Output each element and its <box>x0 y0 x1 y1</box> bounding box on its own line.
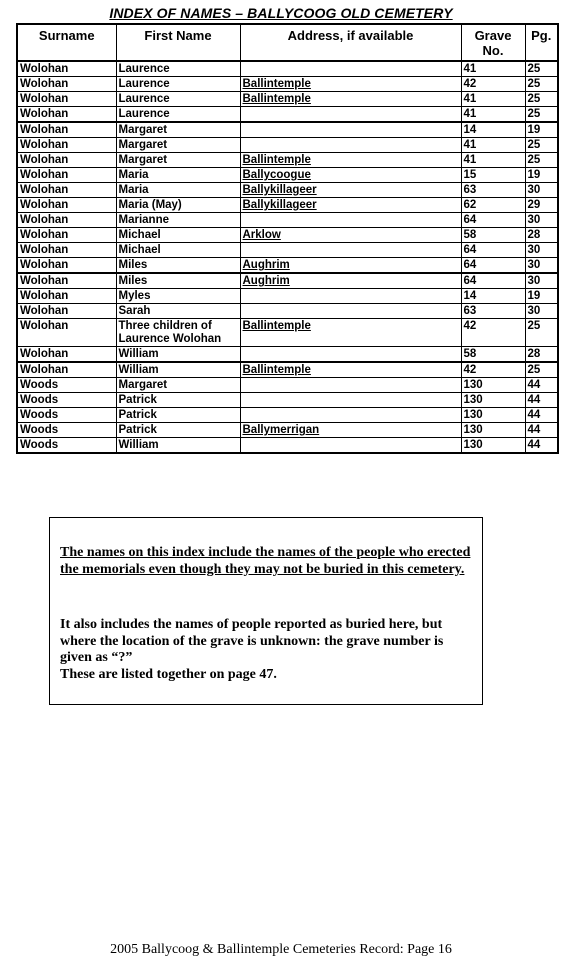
address-cell <box>240 243 461 258</box>
page-cell: 44 <box>525 423 558 438</box>
first-name-cell: Patrick <box>116 393 240 408</box>
grave-no-cell: 130 <box>461 393 525 408</box>
table-row <box>17 213 558 228</box>
address-cell: Ballintemple <box>240 362 461 378</box>
surname-cell: Wolohan <box>17 61 116 77</box>
page-footer: 2005 Ballycoog & Ballintemple Cemeteries Record: Page 16 <box>110 942 452 957</box>
table-row <box>17 61 558 77</box>
surname-cell: Wolohan <box>17 153 116 168</box>
surname-cell: Wolohan <box>17 243 116 258</box>
col-header-address: Address, if available <box>240 24 461 61</box>
col-header-grave-no: Grave No. <box>461 24 525 61</box>
grave-no-cell: 62 <box>461 198 525 213</box>
note-box <box>49 517 483 705</box>
surname-cell: Wolohan <box>17 168 116 183</box>
first-name-cell: Myles <box>116 289 240 304</box>
page-cell: 30 <box>525 258 558 274</box>
address-cell <box>240 138 461 153</box>
first-name-cell: Laurence <box>116 92 240 107</box>
table-row <box>17 423 558 438</box>
address-cell: Ballintemple <box>240 92 461 107</box>
surname-cell: Wolohan <box>17 304 116 319</box>
first-name-cell: Marianne <box>116 213 240 228</box>
table-row <box>17 77 558 92</box>
page-cell: 30 <box>525 304 558 319</box>
address-cell <box>240 393 461 408</box>
page-cell: 30 <box>525 273 558 289</box>
surname-cell: Wolohan <box>17 122 116 138</box>
page-cell: 25 <box>525 77 558 92</box>
grave-no-cell: 42 <box>461 319 525 347</box>
first-name-cell: Laurence <box>116 61 240 77</box>
surname-cell: Wolohan <box>17 138 116 153</box>
first-name-cell: Margaret <box>116 122 240 138</box>
address-cell: Ballintemple <box>240 77 461 92</box>
first-name-cell: Margaret <box>116 378 240 393</box>
surname-cell: Woods <box>17 408 116 423</box>
first-name-cell: William <box>116 438 240 454</box>
table-row <box>17 107 558 123</box>
first-name-cell: Maria (May) <box>116 198 240 213</box>
table-row <box>17 258 558 274</box>
table-row <box>17 122 558 138</box>
grave-no-cell: 41 <box>461 92 525 107</box>
first-name-cell: Margaret <box>116 138 240 153</box>
page-cell: 28 <box>525 228 558 243</box>
table-row <box>17 228 558 243</box>
page-cell: 25 <box>525 362 558 378</box>
address-cell <box>240 122 461 138</box>
grave-no-cell: 64 <box>461 273 525 289</box>
table-row <box>17 273 558 289</box>
table-row <box>17 362 558 378</box>
table-row <box>17 168 558 183</box>
surname-cell: Wolohan <box>17 347 116 363</box>
table-body <box>17 61 558 453</box>
address-cell: Ballycoogue <box>240 168 461 183</box>
address-cell: Arklow <box>240 228 461 243</box>
surname-cell: Wolohan <box>17 198 116 213</box>
first-name-cell: Sarah <box>116 304 240 319</box>
address-cell: Ballykillageer <box>240 198 461 213</box>
address-cell: Ballintemple <box>240 319 461 347</box>
note-paragraph-2-text: It also includes the names of people reported as buried here, but where the location of the grave is unknown: the grave number is given as “?” <box>60 617 444 665</box>
page-cell: 25 <box>525 92 558 107</box>
surname-cell: Wolohan <box>17 362 116 378</box>
surname-cell: Wolohan <box>17 107 116 123</box>
col-header-page: Pg. <box>525 24 558 61</box>
table-row <box>17 138 558 153</box>
first-name-cell: Laurence <box>116 77 240 92</box>
grave-no-cell: 41 <box>461 153 525 168</box>
page-cell: 25 <box>525 138 558 153</box>
col-header-first-name: First Name <box>116 24 240 61</box>
surname-cell: Woods <box>17 423 116 438</box>
first-name-cell: Margaret <box>116 153 240 168</box>
page-cell: 44 <box>525 438 558 454</box>
surname-cell: Woods <box>17 378 116 393</box>
page-cell: 44 <box>525 378 558 393</box>
table-header-row <box>17 24 558 61</box>
grave-no-cell: 130 <box>461 438 525 454</box>
first-name-cell: Patrick <box>116 423 240 438</box>
first-name-cell: Maria <box>116 183 240 198</box>
page-cell: 19 <box>525 122 558 138</box>
first-name-cell: William <box>116 362 240 378</box>
grave-no-cell: 63 <box>461 304 525 319</box>
page-cell: 25 <box>525 153 558 168</box>
surname-cell: Woods <box>17 393 116 408</box>
table-row <box>17 347 558 363</box>
grave-no-cell: 64 <box>461 243 525 258</box>
address-cell <box>240 408 461 423</box>
address-cell: Aughrim <box>240 273 461 289</box>
surname-cell: Wolohan <box>17 319 116 347</box>
first-name-cell: Michael <box>116 228 240 243</box>
grave-no-cell: 15 <box>461 168 525 183</box>
grave-no-cell: 130 <box>461 423 525 438</box>
table-row <box>17 319 558 347</box>
table-row <box>17 183 558 198</box>
table-row <box>17 243 558 258</box>
page-cell: 25 <box>525 319 558 347</box>
table-row <box>17 289 558 304</box>
first-name-cell: William <box>116 347 240 363</box>
grave-no-cell: 58 <box>461 228 525 243</box>
page-cell: 19 <box>525 289 558 304</box>
surname-cell: Wolohan <box>17 213 116 228</box>
address-cell: Aughrim <box>240 258 461 274</box>
page-cell: 25 <box>525 61 558 77</box>
first-name-cell: Miles <box>116 258 240 274</box>
grave-no-cell: 130 <box>461 408 525 423</box>
address-cell <box>240 378 461 393</box>
page-cell: 19 <box>525 168 558 183</box>
grave-no-cell: 42 <box>461 77 525 92</box>
page-title: INDEX OF NAMES – BALLYCOOG OLD CEMETERY <box>109 5 453 21</box>
col-header-surname: Surname <box>17 24 116 61</box>
address-cell <box>240 107 461 123</box>
table-row <box>17 393 558 408</box>
address-cell <box>240 213 461 228</box>
first-name-cell: Patrick <box>116 408 240 423</box>
surname-cell: Wolohan <box>17 273 116 289</box>
page-cell: 30 <box>525 183 558 198</box>
first-name-cell: Maria <box>116 168 240 183</box>
table-row <box>17 92 558 107</box>
first-name-cell: Laurence <box>116 107 240 123</box>
address-cell <box>240 61 461 77</box>
address-cell: Ballintemple <box>240 153 461 168</box>
surname-cell: Wolohan <box>17 228 116 243</box>
grave-no-cell: 14 <box>461 289 525 304</box>
grave-no-cell: 63 <box>461 183 525 198</box>
note-paragraph-1: The names on this index include the names of the people who erected the memorials even though they may not be buried in this cemetery. <box>60 545 471 577</box>
page-cell: 25 <box>525 107 558 123</box>
table-row <box>17 198 558 213</box>
page-cell: 30 <box>525 243 558 258</box>
table-row <box>17 153 558 168</box>
first-name-cell: Michael <box>116 243 240 258</box>
note-paragraph-2 <box>60 617 474 683</box>
surname-cell: Wolohan <box>17 258 116 274</box>
note-paragraph-3-text: These are listed together on page 47. <box>60 666 277 682</box>
surname-cell: Wolohan <box>17 92 116 107</box>
page-cell: 44 <box>525 408 558 423</box>
address-cell <box>240 304 461 319</box>
first-name-cell: Miles <box>116 273 240 289</box>
address-cell <box>240 438 461 454</box>
grave-no-cell: 64 <box>461 258 525 274</box>
grave-no-cell: 41 <box>461 138 525 153</box>
grave-no-cell: 64 <box>461 213 525 228</box>
page-cell: 44 <box>525 393 558 408</box>
address-cell <box>240 347 461 363</box>
table-row <box>17 378 558 393</box>
grave-no-cell: 130 <box>461 378 525 393</box>
page-cell: 28 <box>525 347 558 363</box>
surname-cell: Wolohan <box>17 289 116 304</box>
address-cell: Ballymerrigan <box>240 423 461 438</box>
grave-no-cell: 42 <box>461 362 525 378</box>
grave-no-cell: 58 <box>461 347 525 363</box>
first-name-cell: Three children of Laurence Wolohan <box>116 319 240 347</box>
page-cell: 29 <box>525 198 558 213</box>
page-cell: 30 <box>525 213 558 228</box>
table-row <box>17 438 558 454</box>
index-table <box>16 23 559 454</box>
grave-no-cell: 41 <box>461 107 525 123</box>
address-cell <box>240 289 461 304</box>
surname-cell: Wolohan <box>17 183 116 198</box>
table-row <box>17 408 558 423</box>
surname-cell: Woods <box>17 438 116 454</box>
grave-no-cell: 14 <box>461 122 525 138</box>
address-cell: Ballykillageer <box>240 183 461 198</box>
grave-no-cell: 41 <box>461 61 525 77</box>
table-row <box>17 304 558 319</box>
surname-cell: Wolohan <box>17 77 116 92</box>
